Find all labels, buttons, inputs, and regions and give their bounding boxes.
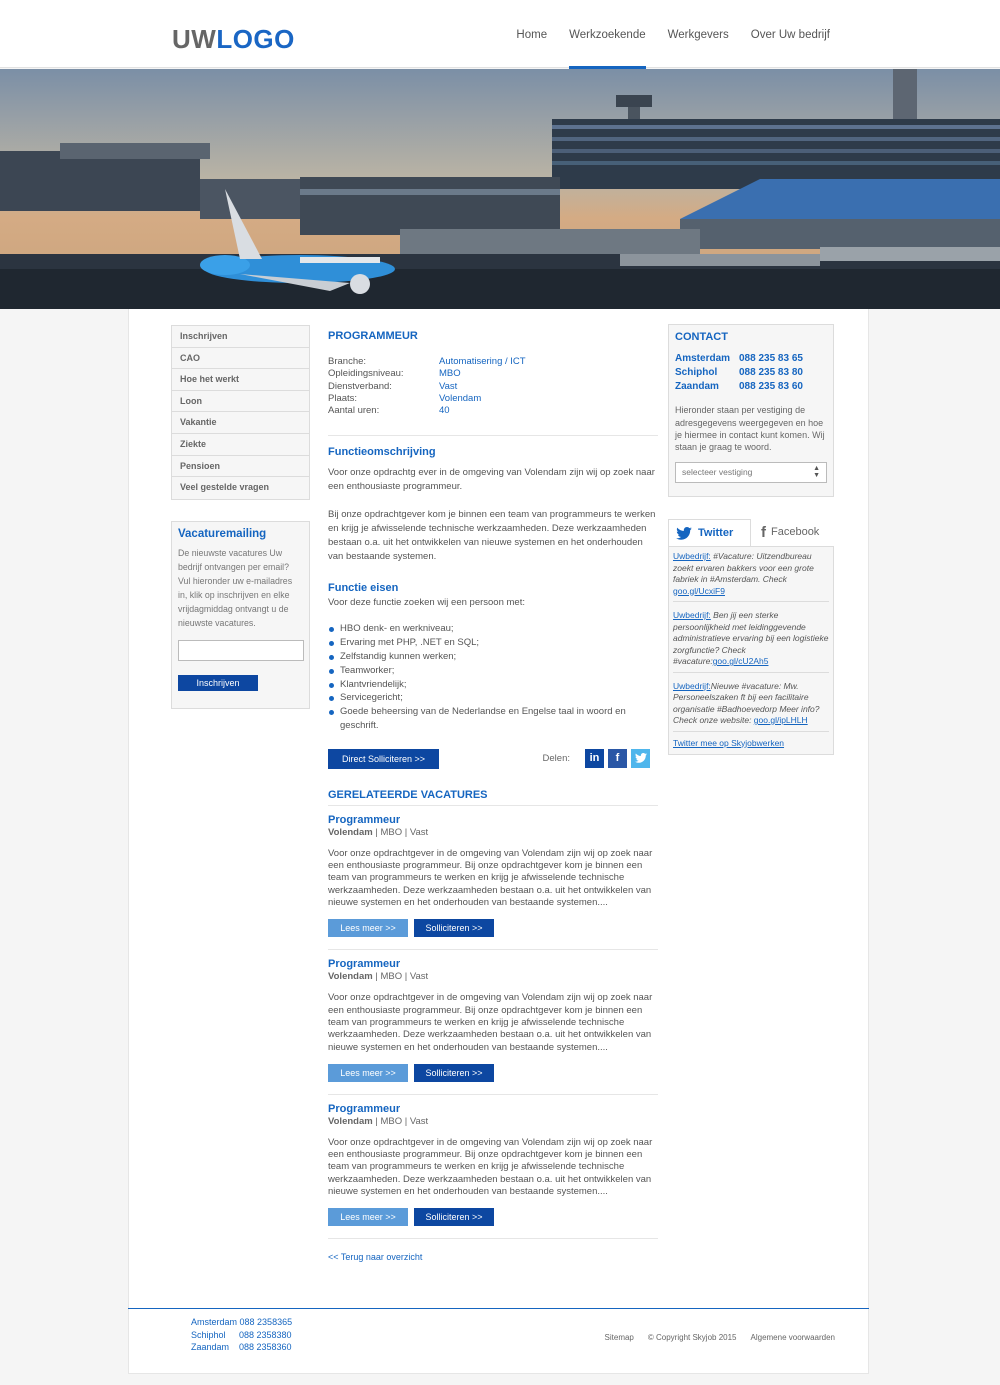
list-item: Servicegericht; [328, 691, 658, 705]
tweet-link[interactable]: goo.gl/UcxiF9 [673, 585, 725, 596]
related-job-city: Volendam [328, 971, 373, 983]
social-tabs [668, 519, 834, 546]
tweet-list [668, 546, 834, 755]
twitter-follow-link[interactable]: Twitter mee op Skyjobwerken [673, 737, 785, 748]
detail-label: Plaats: [328, 392, 358, 404]
sidebar-item-cao[interactable]: CAO [172, 348, 309, 370]
list-item: Goede beheersing van de Nederlandse en Engelse taal in woord en geschrift. [328, 705, 658, 733]
solliciteren-button[interactable]: Solliciteren >> [414, 1064, 494, 1082]
related-job-title[interactable]: Programmeur [328, 958, 401, 971]
related-job-buttons [328, 919, 658, 937]
footer-contact-row [191, 1329, 292, 1342]
footer-contact-row [191, 1316, 292, 1329]
lees-meer-button[interactable]: Lees meer >> [328, 1208, 408, 1226]
facebook-icon[interactable]: f [608, 749, 627, 768]
related-job-meta [328, 827, 658, 838]
related-job-city: Volendam [328, 826, 373, 838]
tab-twitter[interactable] [668, 519, 751, 546]
detail-value: 40 [439, 405, 450, 417]
detail-label: Aantal uren: [328, 405, 380, 417]
facebook-icon: f [761, 524, 766, 541]
related-job-buttons [328, 1064, 658, 1082]
logo[interactable] [172, 24, 295, 55]
detail-row [328, 381, 658, 393]
related-job-text: Voor onze opdrachtgever in de omgeving van Volendam zijn wij op zoek naar een enthousiaste programmeur. Bij onze opdrachtgever kom je binnen een team van programmeurs te werken en krijg je afwisselende technische werkzaamheden. Deze werkzaamheden bestaan o.a. uit het ontwikkelen van nieuwe systemen en het onderhouden van bestaande systemen.... [328, 847, 653, 909]
contact-title: CONTACT [675, 331, 728, 343]
tweet [673, 681, 829, 732]
tweet-text: Ben jij een sterke persoonlijkheid met leidinggevende administratieve ervaring bij een logistieke zorgfunctie? Check #vacature: [673, 610, 829, 666]
functieomschrijving-title: Functieomschrijving [328, 435, 658, 460]
functie-eisen-title: Functie eisen [328, 582, 399, 595]
vacaturemailing-title: Vacaturemailing [178, 528, 267, 540]
subscribe-button[interactable]: Inschrijven [178, 675, 258, 691]
hero-airport-illustration [0, 69, 1000, 309]
vestiging-select[interactable] [675, 462, 827, 483]
nav-home[interactable]: Home [516, 29, 548, 41]
contact-row [675, 366, 827, 380]
sidebar-item-inschrijven[interactable]: Inschrijven [172, 326, 309, 348]
list-item: Klantvriendelijk; [328, 678, 658, 692]
share-label: Delen: [542, 752, 570, 764]
detail-label: Branche: [328, 356, 367, 367]
twitter-icon [676, 527, 692, 540]
lees-meer-button[interactable]: Lees meer >> [328, 919, 408, 937]
tweet-user[interactable]: Uwbedrijf: [673, 610, 711, 620]
sidebar-item-hoe-het-werkt[interactable]: Hoe het werkt [172, 369, 309, 391]
email-field[interactable] [178, 640, 304, 661]
related-job-level: | MBO | Vast [372, 826, 429, 838]
footer-links [591, 1333, 835, 1342]
main-nav [494, 0, 830, 68]
detail-row [328, 393, 658, 405]
tweet-user[interactable]: Uwbedrijf: [673, 551, 711, 561]
solliciteren-button[interactable]: Solliciteren >> [414, 919, 494, 937]
tweet-link[interactable]: goo.gl/cU2Ah5 [712, 656, 769, 666]
twitter-icon[interactable] [631, 749, 650, 768]
share-bar [543, 749, 650, 768]
detail-value: Automatisering / ICT [439, 356, 526, 367]
solliciteren-button[interactable]: Solliciteren >> [414, 1208, 494, 1226]
list-item: Teamworker; [328, 664, 658, 678]
footer-phone[interactable]: 088 2358365 [239, 1317, 293, 1327]
related-job-level: | MBO | Vast [372, 971, 429, 983]
related-job-title[interactable]: Programmeur [328, 1102, 401, 1115]
apply-row [328, 749, 658, 779]
contact-phone[interactable]: 088 235 83 65 [739, 353, 803, 364]
requirements-list [328, 622, 658, 732]
lees-meer-button[interactable]: Lees meer >> [328, 1064, 408, 1082]
header [0, 0, 1000, 68]
list-item: Zelfstandig kunnen werken; [328, 650, 658, 664]
direct-solliciteren-button[interactable]: Direct Solliciteren >> [328, 749, 439, 769]
logo-part-logo: LOGO [216, 24, 295, 54]
sidebar-item-faq[interactable]: Veel gestelde vragen [172, 477, 309, 499]
related-job-card [328, 1095, 658, 1239]
contact-box [668, 324, 834, 497]
contact-row [675, 380, 827, 394]
list-item: HBO denk- en werkniveau; [328, 622, 658, 636]
sidebar-item-pensioen[interactable]: Pensioen [172, 456, 309, 478]
logo-part-uw: UW [172, 24, 217, 54]
sidebar-item-vakantie[interactable]: Vakantie [172, 412, 309, 434]
related-job-city: Volendam [328, 1115, 373, 1127]
select-arrows-icon: ▲ ▼ [813, 464, 820, 479]
detail-value: Volendam [439, 392, 482, 404]
tweet-text: Nieuwe #vacature: Mw. Personeelszaken ft bij een facilitaire organisatie #Badhoevedorp Meer info? Check onze website: [673, 680, 820, 725]
functie-eisen-intro: Voor deze functie zoeken wij een persoon met: [328, 597, 525, 609]
sitemap-link[interactable]: Sitemap [604, 1333, 634, 1342]
social-box [668, 519, 834, 755]
footer-phone[interactable]: 088 2358380 [239, 1329, 292, 1340]
detail-row [328, 368, 658, 380]
sidebar-item-loon[interactable]: Loon [172, 391, 309, 413]
related-job-card [328, 950, 658, 1094]
footer-contacts [191, 1316, 292, 1354]
related-job-buttons [328, 1208, 658, 1226]
contact-list [675, 352, 827, 393]
main-content [328, 330, 658, 1262]
tweet-link[interactable]: goo.gl/ipLHLH [753, 715, 808, 725]
nav-over-uw-bedrijf[interactable]: Over Uw bedrijf [750, 29, 830, 41]
related-job-level: | MBO | Vast [372, 1115, 429, 1127]
related-job-meta [328, 1116, 658, 1127]
vacaturemailing-text: De nieuwste vacatures Uw bedrijf ontvangen per email? Vul hieronder uw e-mailadres in, klik op inschrijven en elke vrijdagmiddag ontvangt u de nieuwste vacatures. [178, 548, 293, 628]
related-vacancies-title: GERELATEERDE VACATURES [328, 789, 658, 806]
job-title: PROGRAMMEUR [328, 330, 418, 342]
detail-value: Vast [439, 380, 458, 392]
tweet [673, 610, 829, 673]
hero-image-airport [0, 69, 1000, 309]
tab-facebook[interactable] [751, 519, 834, 546]
terms-link[interactable]: Algemene voorwaarden [750, 1333, 835, 1342]
detail-row [328, 405, 658, 417]
footer-phone[interactable]: 088 2358360 [239, 1342, 292, 1352]
contact-city: Amsterdam [675, 353, 731, 364]
detail-value: MBO [439, 368, 461, 380]
contact-phone[interactable]: 088 235 83 60 [739, 380, 803, 392]
tab-twitter-label: Twitter [698, 526, 734, 539]
related-job-card [328, 806, 658, 950]
linkedin-icon[interactable]: in [585, 749, 604, 768]
contact-text: Hieronder staan per vestiging de adresgegevens weergegeven en hoe je hiermee in contact kunt komen. Wij staan je graag te woord. [675, 405, 825, 453]
detail-label: Dienstverband: [328, 380, 392, 392]
tweet [673, 551, 829, 602]
sidebar-item-ziekte[interactable]: Ziekte [172, 434, 309, 456]
detail-row [328, 356, 658, 368]
contact-row [675, 352, 827, 366]
tweet-user[interactable]: Uwbedrijf: [673, 680, 711, 691]
functieomschrijving-p2: Bij onze opdrachtgever kom je binnen een team van programmeurs te werken en krijg je afwisselende technische werkzaamheden. Deze werkzaamheden bestaan o.a. uit het ontwikkelen van nieuwe systemen en het onderhouden van bestaande systemen. [328, 509, 656, 563]
footer-contact-row [191, 1341, 292, 1354]
tab-facebook-label: Facebook [771, 526, 820, 538]
vestiging-select-value: selecteer vestiging [682, 466, 753, 477]
job-details [328, 356, 658, 417]
contact-phone[interactable]: 088 235 83 80 [739, 366, 803, 378]
footer-city: Amsterdam [191, 1317, 238, 1327]
footer-city: Zaandam [191, 1342, 230, 1352]
back-to-overview-link[interactable]: << Terug naar overzicht [328, 1252, 423, 1263]
vacaturemailing-box [171, 521, 310, 709]
related-job-text: Voor onze opdrachtgever in de omgeving van Volendam zijn wij op zoek naar een enthousiaste programmeur. Bij onze opdrachtgever kom je binnen een team van programmeurs te werken en krijg je afwisselende technische werkzaamheden. Deze werkzaamheden bestaan o.a. uit het ontwikkelen van nieuwe systemen en het onderhouden van bestaande systemen.... [328, 1136, 653, 1198]
twitter-bird-icon [635, 753, 647, 763]
functieomschrijving-p1: Voor onze opdrachtg ever in de omgeving van Volendam zijn wij op zoek naar een enthousiaste programmeur. [328, 467, 655, 493]
nav-werkgevers[interactable]: Werkgevers [667, 29, 729, 41]
sidebar-menu [171, 325, 310, 500]
footer-city: Schiphol [191, 1329, 226, 1340]
copyright-text: © Copyright Skyjob 2015 [647, 1333, 737, 1342]
related-job-text: Voor onze opdrachtgever in de omgeving van Volendam zijn wij op zoek naar een enthousiaste programmeur. Bij onze opdrachtgever kom je binnen een team van programmeurs te werken en krijg je afwisselende technische werkzaamheden. Deze werkzaamheden bestaan o.a. uit het ontwikkelen van nieuwe systemen en het onderhouden van bestaande systemen.... [328, 992, 653, 1053]
related-job-meta [328, 971, 658, 982]
tweet-text: #Vacature: Uitzendbureau zoekt ervaren bakkers voor een grote fabriek in #Amsterdam. Check [673, 551, 814, 584]
list-item: Ervaring met PHP, .NET en SQL; [328, 636, 658, 650]
footer-divider [128, 1308, 869, 1309]
related-job-title[interactable]: Programmeur [328, 813, 401, 826]
contact-city: Zaandam [675, 380, 719, 392]
nav-werkzoekende[interactable]: Werkzoekende [569, 0, 646, 68]
detail-label: Opleidingsniveau: [328, 368, 404, 380]
contact-city: Schiphol [675, 366, 718, 378]
